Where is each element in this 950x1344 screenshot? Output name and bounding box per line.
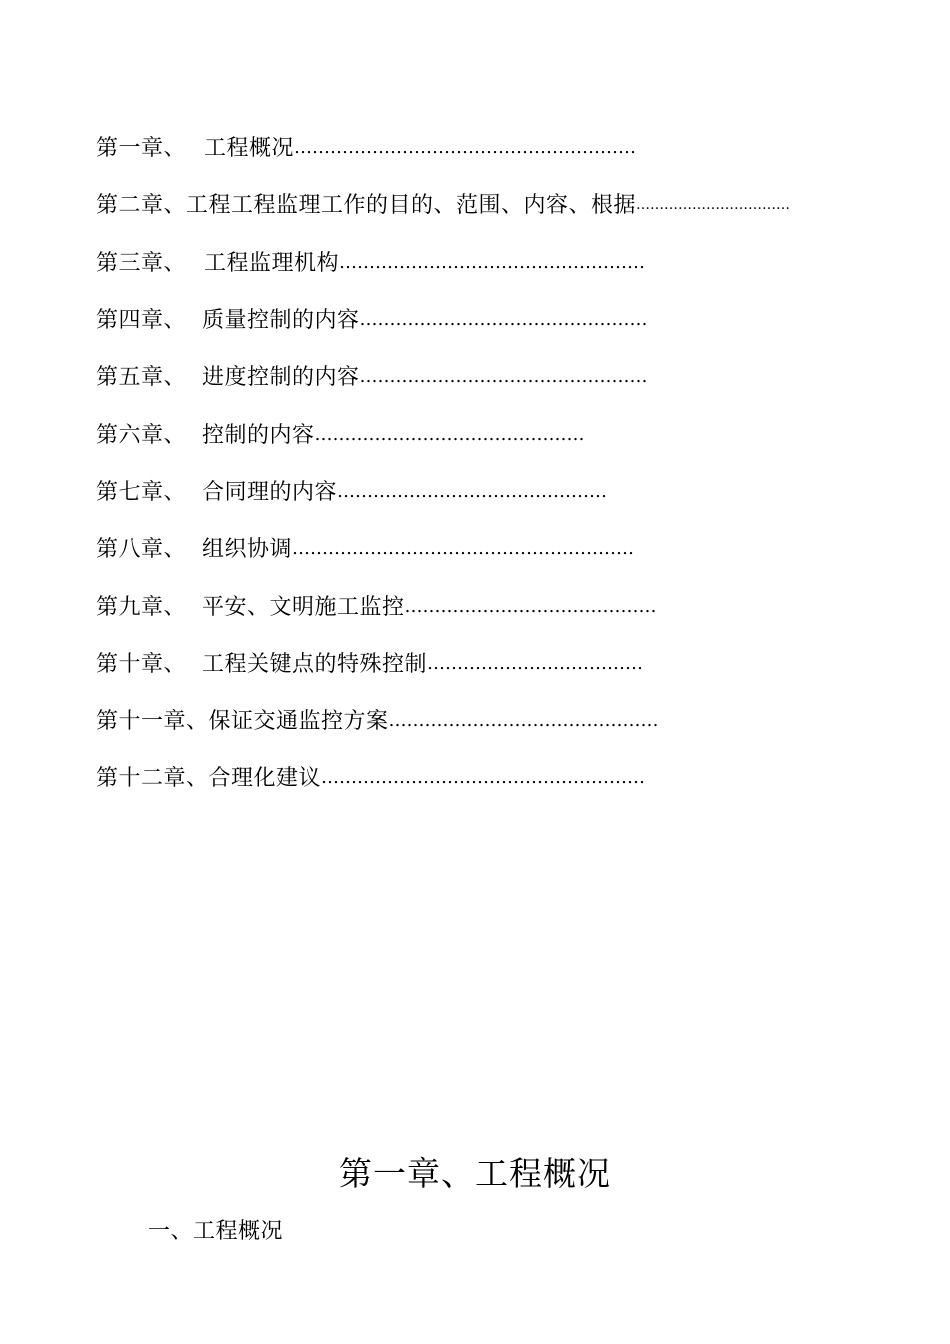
toc-chapter-title: 工程工程监理工作的目的、范围、内容、根据 (186, 193, 637, 219)
toc-chapter-title: 保证交通监控方案 (208, 709, 389, 735)
toc-chapter-label: 第四章、 (96, 308, 187, 334)
toc-entry-3[interactable] (96, 233, 856, 290)
toc-leader-dots: ……………………………………… (314, 423, 585, 445)
toc-chapter-title: 工程概况 (204, 136, 295, 162)
toc-entry-11[interactable] (96, 691, 856, 748)
toc-chapter-title: 进度控制的内容 (202, 365, 360, 391)
toc-leader-dots: ……………………………………………… (321, 767, 646, 789)
toc-chapter-label: 第十章、 (96, 651, 187, 677)
toc-chapter-label: 第五章、 (96, 365, 187, 391)
toc-chapter-title: 平安、文明施工监控 (202, 594, 405, 620)
toc-chapter-label: 第三章、 (96, 250, 187, 276)
toc-entry-9[interactable] (96, 576, 856, 633)
toc-chapter-title: 组织协调 (202, 537, 293, 563)
section-heading: 一、工程概况 (148, 1219, 284, 1244)
toc-chapter-label: 第十二章、 (96, 766, 209, 792)
toc-chapter-label: 第七章、 (96, 479, 187, 505)
toc-chapter-label: 第九章、 (96, 594, 187, 620)
toc-leader-dots: ……………………………… (427, 652, 644, 674)
toc-leader-dots: ………………………………………… (359, 366, 648, 388)
toc-entry-6[interactable] (96, 404, 856, 461)
toc-entry-2[interactable] (96, 175, 856, 232)
toc-chapter-title: 控制的内容 (202, 422, 315, 448)
toc-chapter-title: 工程关键点的特殊控制 (202, 651, 428, 677)
toc-chapter-label: 第一章、 (96, 136, 187, 162)
toc-entry-5[interactable] (96, 347, 856, 404)
table-of-contents (96, 118, 856, 806)
toc-leader-dots: ………………………………………………… (294, 137, 637, 159)
toc-leader-dots: ……………………………………… (337, 480, 608, 502)
toc-chapter-label: 第二章、 (96, 193, 187, 219)
chapter-heading: 第一章、工程概况 (339, 1154, 611, 1193)
toc-chapter-title: 合理化建议 (208, 766, 322, 792)
toc-leader-dots: …………………………………… (404, 595, 657, 617)
toc-chapter-label: 第六章、 (96, 422, 187, 448)
toc-chapter-title: 质量控制的内容 (202, 308, 360, 334)
toc-leader-dots: ………………………………………… (359, 309, 648, 331)
toc-entry-4[interactable] (96, 290, 856, 347)
toc-leader-dots: ……………………………………… (388, 710, 659, 732)
toc-leader-dots: ………………………………………………… (292, 538, 635, 560)
toc-chapter-title: 工程监理机构 (204, 250, 340, 276)
toc-leader-dots: …………………………… (636, 196, 791, 213)
toc-entry-1[interactable] (96, 118, 856, 175)
toc-chapter-label: 第八章、 (96, 537, 187, 563)
toc-leader-dots: …………………………………………… (339, 251, 646, 273)
toc-entry-8[interactable] (96, 519, 856, 576)
toc-chapter-title: 合同理的内容 (202, 479, 338, 505)
toc-entry-12[interactable] (96, 748, 856, 805)
toc-chapter-label: 第十一章、 (96, 709, 209, 735)
toc-entry-7[interactable] (96, 462, 856, 519)
toc-entry-10[interactable] (96, 634, 856, 691)
